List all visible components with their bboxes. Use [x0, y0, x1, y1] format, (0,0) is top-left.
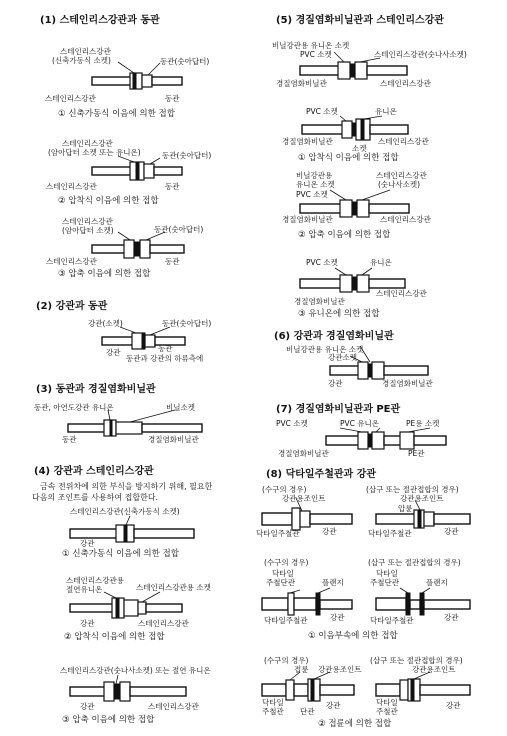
label: 스테인리스강관: [380, 79, 431, 88]
label: 비닐강관용 유니온 소켓: [286, 345, 364, 354]
label: 동관: [165, 94, 180, 103]
label: 스테인리스강관(숫나사소켓) 또는 절연 유니온: [60, 666, 211, 675]
pipe-joint-8c-right: [376, 672, 470, 701]
label: 스테인리스강관용: [66, 576, 124, 585]
label: 강관: [444, 527, 459, 536]
pipe-joint-8b-left: [262, 588, 352, 615]
section-6-title: (6) 강관과 경질염화비닐관: [274, 331, 394, 342]
label: 경질염화비닐관: [276, 79, 327, 88]
label: 닥타일주철관: [256, 529, 300, 538]
label: (삽구 또는 절관접합의 경우): [370, 656, 463, 665]
label: 닥타일: [376, 698, 398, 707]
pipe-joint-3: [68, 410, 202, 436]
section-8-title: (8) 닥타일주철관과 강관: [266, 469, 377, 480]
label: 닥타일: [376, 569, 398, 578]
pipe-joint-4c: [70, 675, 186, 701]
label: 유니온: [375, 107, 397, 116]
label: 경질염화비닐관: [278, 449, 329, 458]
label: 강관: [106, 348, 121, 357]
label: (수구의 경우): [264, 558, 309, 567]
label: 스테인리스강관: [46, 182, 97, 191]
label: 단관: [300, 707, 315, 716]
label: 경질염화비닐관: [294, 297, 345, 306]
label: 동관과 강관의 하류측에: [126, 354, 204, 363]
section-5-title: (5) 경질염화비닐관과 스테인리스강관: [276, 15, 444, 26]
label: 스테인리스강관: [378, 137, 429, 146]
label: 압륜: [398, 504, 413, 513]
label: 스테인리스강관: [60, 47, 111, 56]
label: 스테인리스강관: [376, 171, 427, 180]
label: (삽구 또는 절관접합의 경우): [366, 485, 459, 494]
section-2-title: (2) 강관과 동관: [36, 301, 108, 312]
label: 동관: [62, 435, 77, 444]
label: 강관: [322, 527, 337, 536]
label: 동관: [165, 182, 180, 191]
pipe-joint-8b-right: [376, 588, 470, 615]
label: 닥타일: [262, 698, 284, 707]
label: 닥타일: [272, 569, 294, 578]
label: 스테인리스강관: [45, 94, 96, 103]
pipe-joint-8c-left: [262, 672, 354, 701]
label: 절연유니온: [66, 585, 103, 594]
label: 스테인리스강관: [138, 619, 189, 628]
label: 강관: [80, 619, 95, 628]
label: (숫나사소켓): [378, 180, 421, 189]
caption: ① 신축가동식 이음에 의한 접합: [62, 549, 179, 559]
intro-text: 다음의 조인트를 사용하여 접합한다.: [32, 493, 159, 502]
label: 주철단관: [370, 578, 399, 587]
label: 스테인리스강관: [148, 702, 199, 711]
label: 비닐강관용: [296, 171, 333, 180]
label: PVC 소켓: [306, 107, 338, 116]
label: 주철단관: [266, 578, 295, 587]
label: 강관용조인트: [400, 494, 444, 503]
caption: ② 접륜에 의한 접합: [318, 719, 392, 729]
caption: ① 신축가동식 이음에 의한 접합: [58, 109, 175, 119]
label: 닥타일주철관: [370, 616, 414, 625]
label: 강관: [326, 701, 341, 710]
label: 비닐강관용 유니온 소켓: [272, 41, 350, 50]
section-3-title: (3) 동관과 경질염화비닐관: [36, 384, 156, 395]
label: (삽구 또는 절관접합의 경우): [368, 558, 461, 567]
caption: ① 이음부속에 의한 접합: [308, 631, 398, 641]
label: 강관: [444, 613, 459, 622]
label: 경질염화비닐관: [282, 137, 333, 146]
caption: ③ 유니온에 의한 접합: [298, 309, 380, 319]
caption: ② 압축 이음에 의한 접합: [298, 230, 391, 240]
label: (신축가동식 소켓): [52, 56, 111, 65]
label: 강관: [446, 701, 461, 710]
label: 닥타일주철관: [264, 616, 308, 625]
label: 강관: [80, 539, 95, 548]
label: 강관용조인트: [282, 494, 326, 503]
label: 경질염화비닐관: [382, 379, 433, 388]
intro-text: 금속 전위차에 의한 부식을 방지하기 위해, 필요한: [40, 482, 213, 491]
caption: ③ 압축 이음에 의한 접합: [58, 269, 151, 279]
label: 유니온: [370, 258, 392, 267]
label: 강관소켓: [328, 353, 357, 362]
label: 스테인리스강관(신축가동식 소켓): [70, 507, 180, 516]
section-4-title: (4) 강관과 스테인리스강관: [34, 466, 154, 477]
label: (암아답터 소켓): [62, 226, 114, 235]
pipe-joint-4b: [70, 592, 182, 618]
label: 주철관: [262, 707, 284, 716]
pipe-joint-7: [326, 428, 446, 449]
label: (암아답터 소켓 또는 유니온): [48, 148, 141, 157]
label: 플랜지: [322, 578, 344, 587]
label: 닥타일주철관: [368, 529, 412, 538]
label: PE관: [408, 449, 425, 458]
pipe-joint-8a-right: [376, 500, 470, 528]
label: 스테인리스강관: [62, 217, 113, 226]
label: PE용 소켓: [406, 419, 440, 428]
label: 유니온 소켓: [296, 180, 335, 189]
label: PVC 소켓: [296, 190, 328, 199]
label: 강관: [80, 702, 95, 711]
label: 동관: [165, 257, 180, 266]
label: 접륜: [294, 665, 309, 674]
section-1-title: (1) 스테인리스강관과 동관: [40, 15, 160, 26]
label: PVC 유니온: [340, 419, 380, 428]
label: 동관(숫아답터): [162, 151, 212, 160]
label: 소켓: [352, 144, 367, 153]
label: 동관: [158, 344, 173, 353]
label: 동관, 아연도강관 유니온: [34, 403, 114, 412]
label: 경질염화비닐관: [282, 215, 333, 224]
label: (수구의 경우): [264, 656, 309, 665]
section-7-title: (7) 경질염화비닐관과 PE관: [276, 404, 401, 415]
label: 동관(숫아답터): [154, 225, 204, 234]
label: 스테인리스강관: [62, 139, 113, 148]
caption: ① 압착식 이음에 의한 접합: [298, 153, 399, 163]
label: 강관: [328, 379, 343, 388]
label: 스테인리스강관용 소켓: [136, 583, 211, 592]
label: 스테인리스강관(숫나사소켓): [374, 50, 467, 59]
pipe-joint-1c: [92, 232, 184, 258]
label: 경질염화비닐관: [148, 435, 199, 444]
label: PVC 소켓: [300, 50, 332, 59]
label: 주철관: [376, 707, 398, 716]
label: 스테인리스강관: [380, 215, 431, 224]
label: 강관용조인트: [412, 665, 456, 674]
pipe-joint-1a: [92, 62, 182, 89]
caption: ② 압착식 이음에 의한 접합: [58, 196, 159, 206]
label: 동관(숫아답터): [160, 57, 210, 66]
label: (수구의 경우): [262, 485, 307, 494]
label: 스테인리스강관: [46, 257, 97, 266]
label: 비닐소켓: [166, 403, 195, 412]
label: 스테인리스강관: [376, 289, 427, 298]
label: 플랜지: [426, 578, 448, 587]
label: 강관: [330, 613, 345, 622]
label: PVC 소켓: [276, 419, 308, 428]
label: 강관용조인트: [318, 665, 362, 674]
label: PVC 소켓: [306, 258, 338, 267]
caption: ③ 압축 이음에 의한 접합: [62, 715, 155, 725]
label: 강관(소켓): [88, 319, 123, 328]
caption: ② 압착식 이음에 의한 접합: [64, 632, 165, 642]
label: 동관(숫아답터): [162, 319, 212, 328]
